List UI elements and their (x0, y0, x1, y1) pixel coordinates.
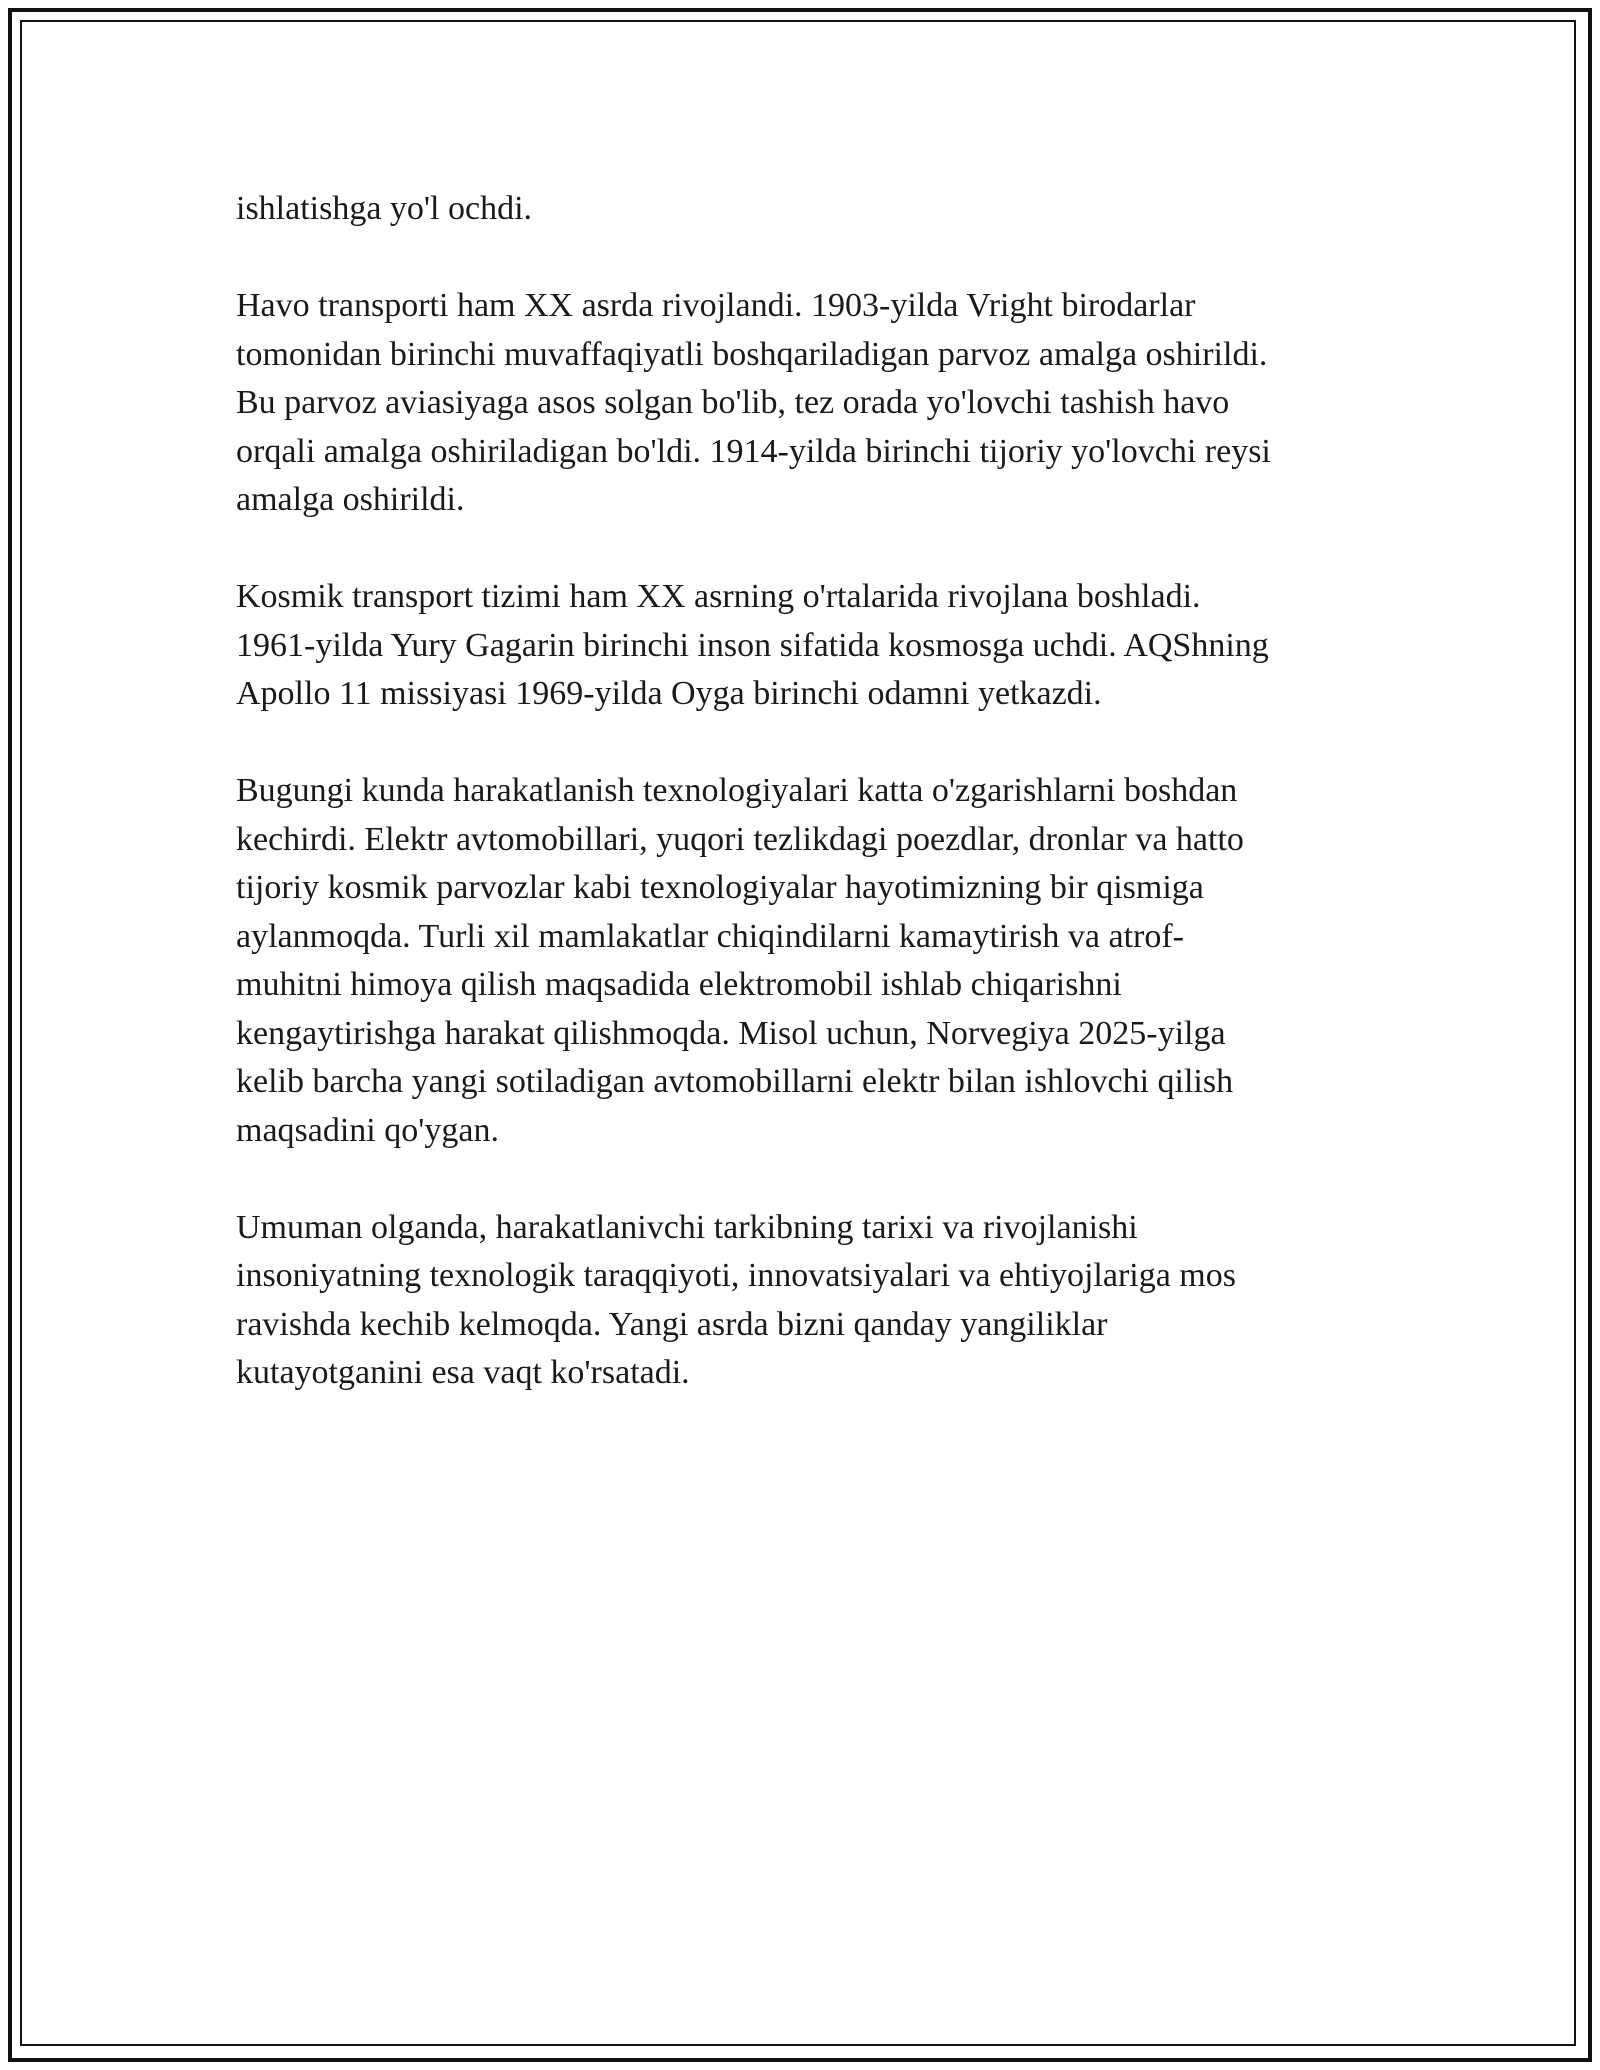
paragraph-5: Umuman olganda, harakatlanivchi tarkibning tarixi va rivojlanishi insoniyatning texnologik taraqqiyoti, innovatsiyalari va ehtiyojlariga mos ravishda kechib kelmoqda. Yangi asrda bizni qanday yangiliklar kutayotganini esa vaqt ko'rsatadi. (236, 1208, 1236, 1391)
paragraph-1: ishlatishga yo'l ochdi. (236, 190, 533, 227)
paragraph-2: Havo transporti ham XX asrda rivojlandi. 1903-yilda Vright birodarlar tomonidan birinchi muvaffaqiyatli boshqariladigan parvoz amalga oshirildi. Bu parvoz aviasiyaga asos solgan bo'lib, tez orada yo'lovchi tashish havo orqali amalga oshiriladigan bo'ldi. 1914-yilda birinchi tijoriy yo'lovchi reysi amalga oshirildi. (236, 287, 1271, 518)
paragraph-3: Kosmik transport tizimi ham XX asrning o'rtalarida rivojlana boshladi. 1961-yilda Yury Gagarin birinchi inson sifatida kosmosga uchdi. AQShning Apollo 11 missiyasi 1969-yilda Oyga birinchi odamni yetkazdi. (236, 578, 1269, 712)
document-body (236, 185, 1376, 1446)
paragraph-4: Bugungi kunda harakatlanish texnologiyalari katta o'zgarishlarni boshdan kechirdi. Elektr avtomobillari, yuqori tezlikdagi poezdlar, dronlar va hatto tijoriy kosmik parvozlar kabi texnologiyalar hayotimizning bir qismiga aylanmoqda. Turli xil mamlakatlar chiqindilarni kamaytirish va atrof- muhitni himoya qilish maqsadida elektromobil ishlab chiqarishni kengaytirishga harakat qilishmoqda. Misol uchun, Norvegiya 2025-yilga kelib barcha yangi sotiladigan avtomobillarni elektr bilan ishlovchi qilish maqsadini qo'ygan. (236, 772, 1244, 1149)
